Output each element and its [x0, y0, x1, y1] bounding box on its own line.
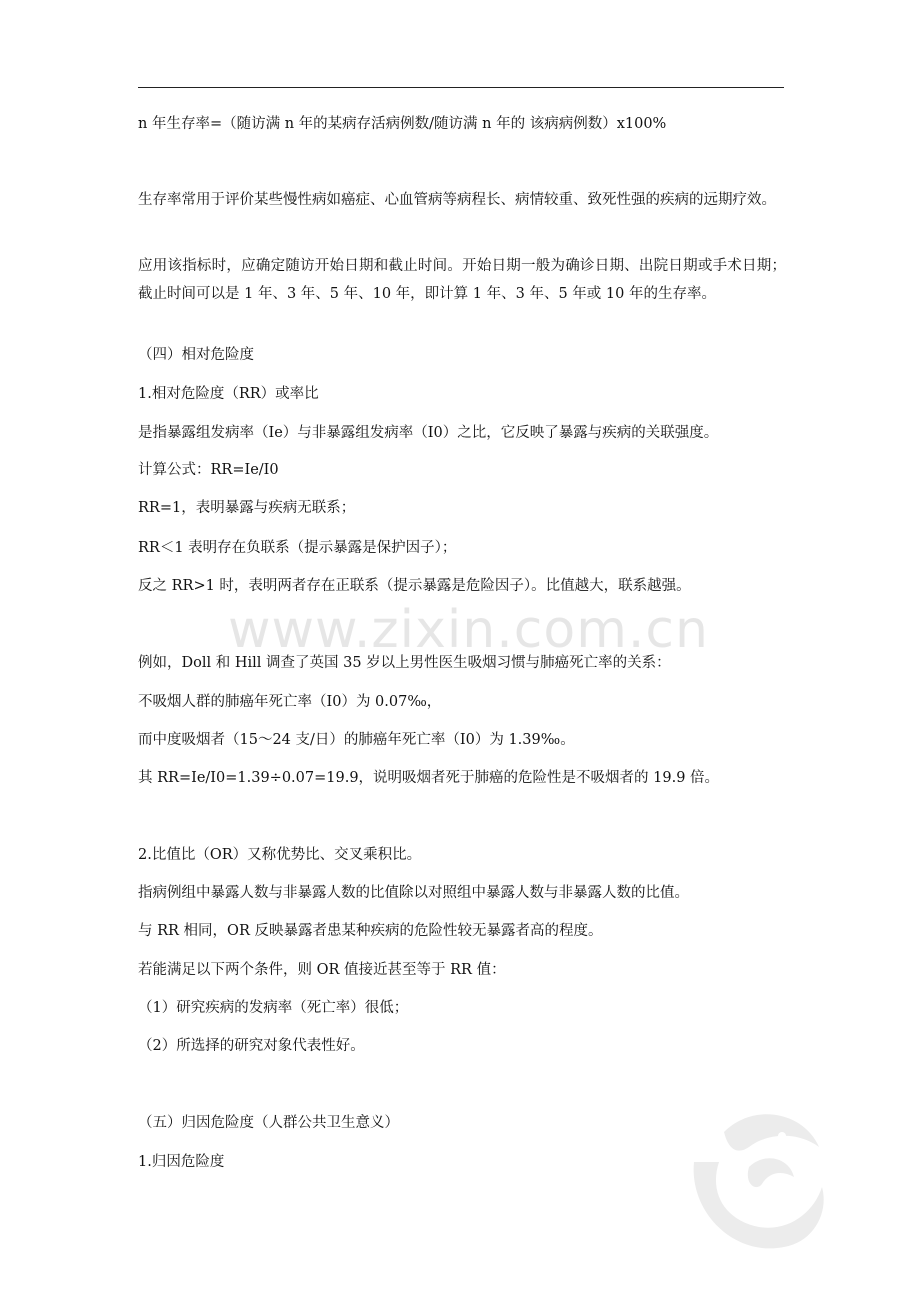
subheading-ar: 1.归因危险度	[138, 1154, 225, 1170]
section-heading-attributable-risk: （五）归因危险度（人群公共卫生意义）	[138, 1115, 399, 1131]
header-rule	[138, 87, 784, 88]
survival-rate-dates-paragraph: 应用该指标时，应确定随访开始日期和截止时间。开始日期一般为确诊日期、出院日期或手术日期；截止时间可以是 1 年、3 年、5 年、10 年，即计算 1 年、3 年、5 年或 10 年的生存率。	[138, 258, 786, 302]
or-condition-2: （2）所选择的研究对象代表性好。	[138, 1038, 365, 1054]
or-definition: 指病例组中暴露人数与非暴露人数的比值除以对照组中暴露人数与非暴露人数的比值。	[138, 885, 689, 901]
survival-rate-usage-paragraph: 生存率常用于评价某些慢性病如癌症、心血管病等病程长、病情较重、致死性强的疾病的远期疗效。	[138, 192, 776, 208]
section-heading-relative-risk: （四）相对危险度	[138, 347, 254, 363]
watermark-text: www.zixin.com.cn	[228, 600, 709, 660]
rr-greater-than-one: 反之 RR>1 时，表明两者存在正联系（提示暴露是危险因子）。比值越大，联系越强。	[138, 578, 691, 594]
rr-equal-one: RR=1，表明暴露与疾病无联系；	[138, 500, 356, 516]
rr-definition: 是指暴露组发病率（Ie）与非暴露组发病率（I0）之比，它反映了暴露与疾病的关联强度。	[138, 425, 719, 441]
example-smoker-rate: 而中度吸烟者（15〜24 支/日）的肺癌年死亡率（I0）为 1.39‰。	[138, 732, 575, 748]
or-comparison: 与 RR 相同，OR 反映暴露者患某种疾病的危险性较无暴露者高的程度。	[138, 923, 603, 939]
example-rr-calculation: 其 RR=Ie/I0=1.39÷0.07=19.9，说明吸烟者死于肺癌的危险性是不吸烟者的 19.9 倍。	[138, 770, 720, 786]
rr-less-than-one: RR＜1 表明存在负联系（提示暴露是保护因子）；	[138, 540, 457, 556]
or-conditions-intro: 若能满足以下两个条件，则 OR 值接近甚至等于 RR 值：	[138, 962, 506, 978]
subheading-rr: 1.相对危险度（RR）或率比	[138, 386, 319, 402]
rr-formula: 计算公式：RR=Ie/I0	[138, 462, 279, 478]
example-intro: 例如，Doll 和 Hill 调查了英国 35 岁以上男性医生吸烟习惯与肺癌死亡率的关系：	[138, 655, 671, 671]
dolphin-logo-icon	[664, 1092, 834, 1262]
or-condition-1: （1）研究疾病的发病率（死亡率）很低；	[138, 1000, 409, 1016]
subheading-or: 2.比值比（OR）又称优势比、交叉乘积比。	[138, 847, 422, 863]
survival-rate-formula: n 年生存率=（随访满 n 年的某病存活病例数/随访满 n 年的 该病病例数）x100%	[138, 116, 667, 132]
example-nonsmoker-rate: 不吸烟人群的肺癌年死亡率（I0）为 0.07‰，	[138, 694, 442, 710]
